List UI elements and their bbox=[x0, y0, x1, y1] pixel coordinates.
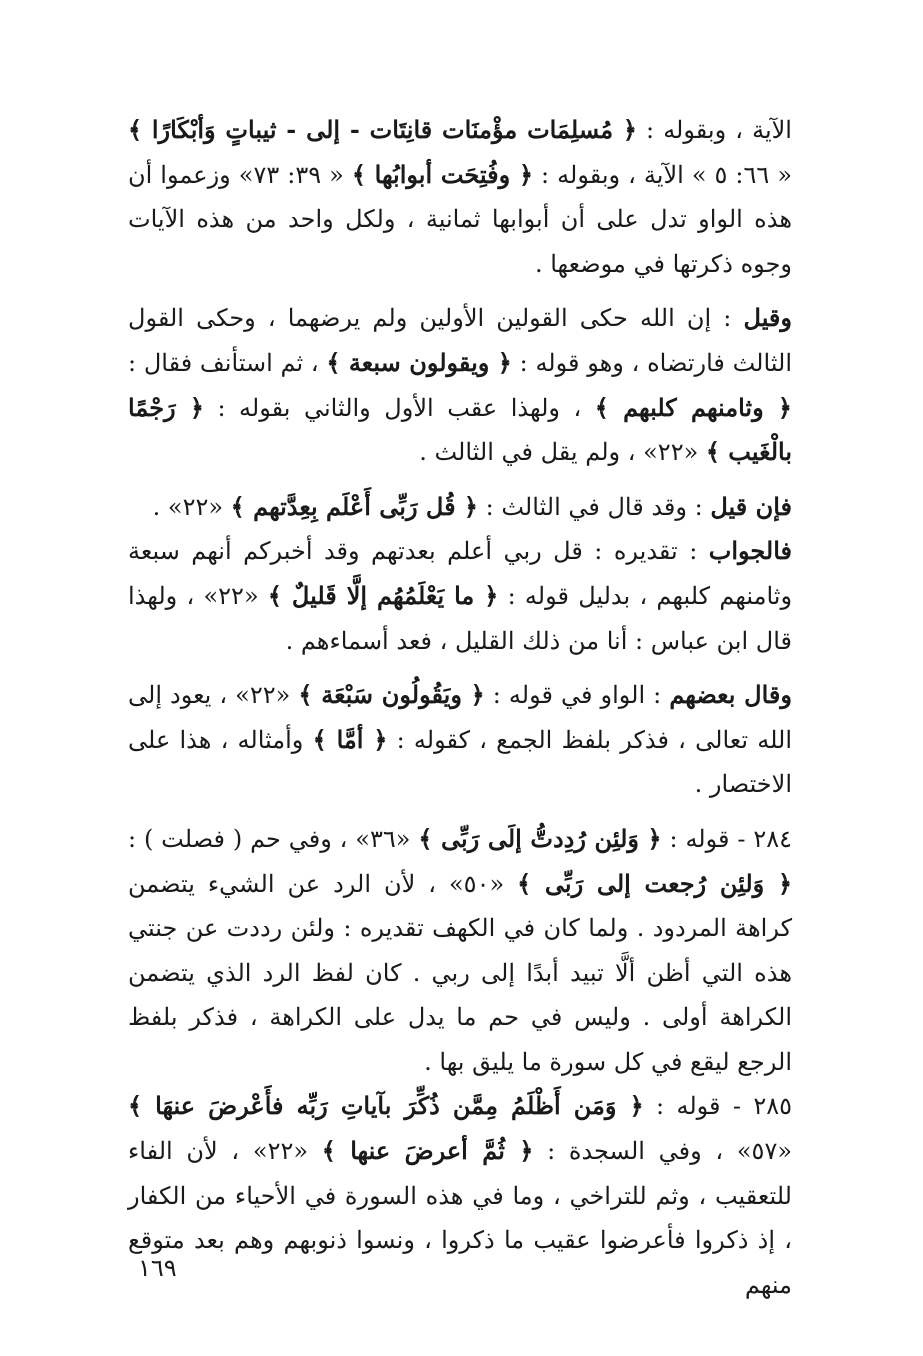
page-number: ١٦٩ bbox=[138, 1254, 177, 1282]
quran-quote: ﴿ أمَّا ﴾ bbox=[312, 724, 388, 754]
paragraph-text: الآية ، وبقوله : bbox=[636, 116, 792, 144]
paragraph-6 bbox=[128, 817, 792, 1085]
quran-quote: ﴿ قُل رَبِّى أَعْلَم بِعِدَّتهم ﴾ bbox=[230, 491, 478, 521]
quran-quote: ﴿ وَلئِن رُجعت إلى رَبِّى ﴾ bbox=[517, 868, 793, 898]
paragraph-text: ٢٨٤ - قوله : bbox=[661, 824, 792, 853]
quran-quote: ﴿ ما يَعْلَمُهُم إلَّا قَليلٌ ﴾ bbox=[267, 580, 499, 610]
paragraph-text: «٢٢» ، يعود إلى الله تعالى ، فذكر بلفظ الجمع ، كقوله : bbox=[128, 681, 793, 754]
paragraph-4 bbox=[128, 529, 792, 663]
paragraph-text: ، ولهذا عقب الأول والثاني بقوله : bbox=[203, 393, 595, 422]
paragraph-heading: وقيل bbox=[743, 303, 792, 333]
paragraph-text: : إن الله حكى القولين الأولين ولم يرضهما ، وحكى القول الثالث فارتضاه ، وهو قوله : bbox=[128, 304, 792, 377]
paragraph-7 bbox=[128, 1084, 792, 1307]
paragraph-text: «٢٢» ، ولم يقل في الثالث . bbox=[419, 438, 706, 467]
paragraph-text: « ٣٩: ٧٣» وزعموا أن هذه الواو تدل على أن أبوابها ثمانية ، ولكل واحد من هذه الآيات وجوه ذكرتها في موضعها . bbox=[128, 160, 792, 278]
quran-quote: ﴿ وفُتِحَت أبوابُها ﴾ bbox=[351, 159, 534, 189]
paragraph-text: : وقد قال في الثالث : bbox=[477, 492, 711, 521]
quran-quote: ﴿ وثامنهم كلبهم ﴾ bbox=[594, 392, 792, 422]
quran-quote: ﴿ ثُمَّ أعرضَ عنها ﴾ bbox=[321, 1136, 534, 1166]
paragraph-heading: وقال بعضهم bbox=[669, 680, 792, 710]
paragraph-2 bbox=[128, 296, 792, 474]
paragraph-heading: فإن قيل bbox=[710, 491, 792, 521]
paragraph-text: « ٦٦: ٥ » الآية ، وبقوله : bbox=[533, 160, 793, 189]
paragraph-text: «٢٢» ، لأن الفاء للتعقيب ، وثم للتراخي ، وما في هذه السورة في الأحياء من الكفار ، إذ ذكروا فأعرضوا عقيب ما ذكروا ، ونسوا ذنوبهم وهم بعد متوقع منهم bbox=[128, 1137, 792, 1299]
paragraph-text: «٥٧» ، وفي السجدة : bbox=[533, 1137, 793, 1166]
paragraph-text: «٢٢» ، ولهذا قال ابن عباس : أنا من ذلك القليل ، فعد أسماءهم . bbox=[128, 581, 792, 655]
quran-quote: ﴿ ويقولون سبعة ﴾ bbox=[326, 347, 512, 377]
paragraph-text: ٢٨٥ - قوله : bbox=[643, 1092, 792, 1121]
paragraph-text: «٣٦» ، وفي حم ( فصلت ) : bbox=[128, 824, 419, 853]
paragraph-text: وأمثاله ، هذا على الاختصار . bbox=[128, 725, 792, 799]
paragraph-5 bbox=[128, 673, 792, 807]
paragraph-text: ، ثم استأنف فقال : bbox=[128, 348, 327, 377]
page-body bbox=[128, 108, 792, 1307]
quran-quote: ﴿ وَمَن أَظْلَمُ مِمَّن ذُكِّرَ بآياتِ رَبِّه فأَعْرضَ عنهَا ﴾ bbox=[128, 1091, 644, 1121]
quran-quote: ﴿ رَجْمًا بالْغَيب ﴾ bbox=[128, 392, 792, 467]
quran-quote: ﴿ وَلئِن رُدِدتُّ إلَى رَبِّى ﴾ bbox=[418, 823, 662, 853]
paragraph-text: : الواو في قوله : bbox=[484, 681, 670, 710]
paragraph-3 bbox=[128, 485, 792, 530]
paragraph-1 bbox=[128, 108, 792, 286]
quran-quote: ﴿ ويَقُولُون سَبْعَة ﴾ bbox=[298, 680, 485, 710]
paragraph-text: «٥٠» ، لأن الرد عن الشيء يتضمن كراهة المردود . ولما كان في الكهف تقديره : ولئن رددت عن جنتي هذه التي أظن ألَّا تبيد أبدًا إلى ربي . كان لفظ الرد الذي يتضمن الكراهة أولى . وليس في حم ما يدل على الكراهة ، فذكر بلفظ الرجع ليقع في كل سورة ما يليق بها . bbox=[128, 869, 792, 1076]
paragraph-text: : تقديره : قل ربي أعلم بعدتهم وقد أخبركم أنهم سبعة وثامنهم كلبهم ، بدليل قوله : bbox=[128, 537, 793, 610]
paragraph-text: «٢٢» . bbox=[152, 492, 231, 521]
quran-quote: ﴿ مُسلِمَات مؤْمنَات قانِتَات - إلى - ثيباتٍ وَأبْكَارًا ﴾ bbox=[128, 115, 637, 144]
paragraph-heading: فالجواب bbox=[708, 536, 792, 566]
